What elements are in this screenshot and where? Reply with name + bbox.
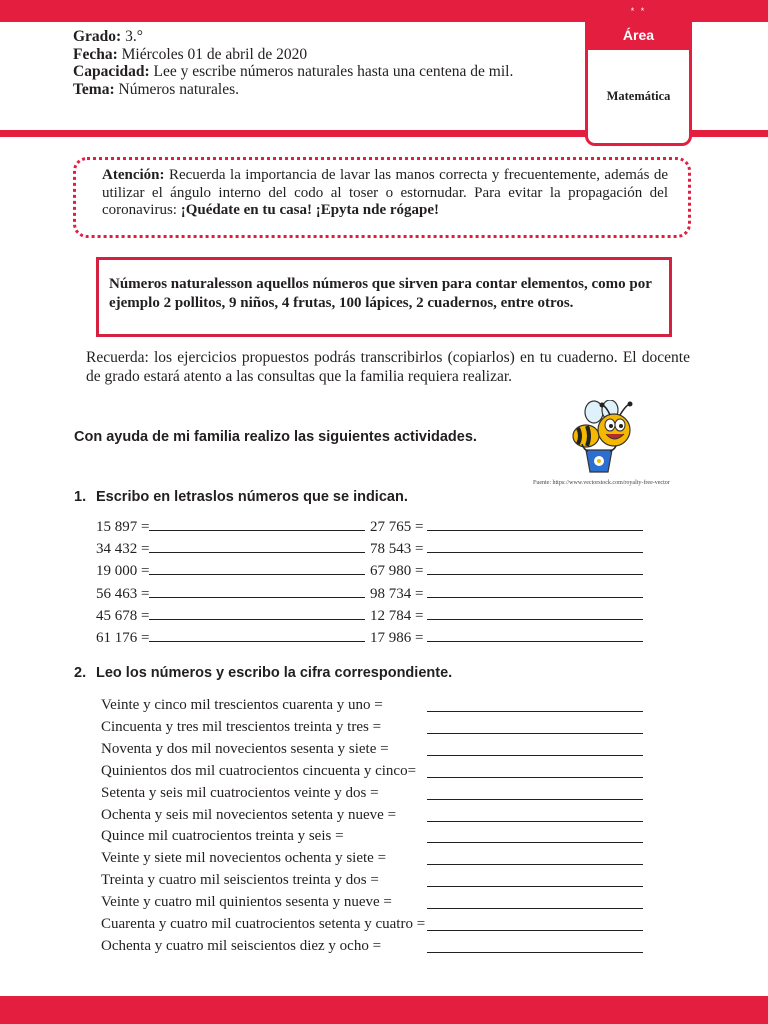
attention-box [73, 157, 691, 238]
area-title: Área [622, 27, 655, 43]
date-line: Fecha: Miércoles 01 de abril de 2020 [73, 45, 308, 63]
exercise2-row: Ochenta y seis mil novecientos setenta y nueve = [101, 807, 661, 827]
exercise2-row: Ochenta y cuatro mil seiscientos diez y ocho = [101, 938, 661, 958]
exercise1-row [96, 606, 656, 626]
grade-line: Grado: 3.° [73, 28, 143, 45]
exercise1-row [96, 539, 656, 559]
answer-blank[interactable] [427, 777, 643, 778]
bottom-accent-bar [0, 996, 768, 1024]
answer-blank[interactable] [149, 539, 365, 553]
capacity-line: Capacidad: Lee y escribe números naturales hasta una centena de mil. [73, 63, 514, 80]
exercise1-left-item: 56 463 = [96, 584, 365, 603]
exercise1-left-item: 19 000 = [96, 561, 365, 580]
answer-blank[interactable] [149, 606, 365, 620]
exercise2-row: Setenta y seis mil cuatrocientos veinte y dos = [101, 785, 661, 805]
exercise1-row [96, 561, 656, 581]
area-tab [585, 0, 692, 146]
answer-blank[interactable] [427, 606, 643, 620]
answer-blank[interactable] [427, 799, 643, 800]
header-info [73, 28, 513, 98]
answer-blank[interactable] [149, 517, 365, 531]
bee-illustration [568, 400, 644, 476]
exercise2-title: 2. Leo los números y escribo la cifra correspondiente. [74, 665, 453, 681]
definition-box [96, 257, 672, 337]
answer-blank[interactable] [427, 628, 643, 642]
topic-line: Tema: Números naturales. [73, 80, 240, 98]
area-subject: Matemática [606, 89, 671, 103]
exercise1-left-item: 34 432 = [96, 539, 365, 558]
answer-blank[interactable] [427, 886, 643, 887]
answer-blank[interactable] [427, 711, 643, 712]
exercise2-row: Cuarenta y cuatro mil cuatrocientos setenta y cuatro = [101, 916, 661, 936]
answer-blank[interactable] [427, 561, 643, 575]
exercise1-left-item: 61 176 = [96, 628, 365, 647]
answer-blank[interactable] [427, 517, 643, 531]
exercise2-row: Quince mil cuatrocientos treinta y seis = [101, 828, 661, 848]
exercise2-row: Quinientos dos mil cuatrocientos cincuenta y cinco= [101, 763, 661, 783]
exercise1-left-item: 15 897 = [96, 517, 365, 536]
exercise1-right-item: 98 734 = [370, 584, 643, 603]
exercise2-row: Veinte y siete mil novecientos ochenta y siete = [101, 850, 661, 870]
answer-blank[interactable] [427, 755, 643, 756]
exercise2-row: Cincuenta y tres mil trescientos treinta y tres = [101, 719, 661, 739]
exercise1-right-item: 67 980 = [370, 561, 643, 580]
answer-blank[interactable] [149, 584, 365, 598]
image-source: Fuente: https://www.vectorstock.com/royalty-free-vector [533, 480, 670, 486]
exercise1-row [96, 628, 656, 648]
exercise1-title: 1. Escribo en letraslos números que se indican. [74, 489, 408, 505]
answer-blank[interactable] [427, 952, 643, 953]
attention-text: Recuerda la importancia de lavar las manos correcta y frecuentemente, además de utilizar el ángulo interno del codo al toser o estornudar. Para evitar la propagación del coronavirus: [102, 167, 669, 218]
exercise1-right-item: 27 765 = [370, 517, 643, 536]
exercise2-row: Veinte y cuatro mil quinientos sesenta y nueve = [101, 894, 661, 914]
area-stars: * * [630, 6, 647, 16]
exercise1-row [96, 584, 656, 604]
answer-blank[interactable] [427, 908, 643, 909]
area-tab-header [588, 0, 689, 50]
answer-blank[interactable] [427, 842, 643, 843]
definition-text: Números naturalesson aquellos números que sirven para contar elementos, como por ejemplo 2 pollitos, 9 niños, 4 frutas, 100 lápices, 2 cuadernos, entre otros. [109, 276, 652, 311]
exercise1-right-item: 17 986 = [370, 628, 643, 647]
answer-blank[interactable] [427, 864, 643, 865]
remember-note: Recuerda: los ejercicios propuestos podrás transcribirlos (copiarlos) en tu cuaderno. El docente de grado estará atento a las consultas que la familia requiera realizar. [86, 349, 690, 385]
activities-title: Con ayuda de mi familia realizo las siguientes actividades. [74, 429, 477, 445]
exercise1-row [96, 517, 656, 537]
answer-blank[interactable] [427, 930, 643, 931]
exercise1-right-item: 78 543 = [370, 539, 643, 558]
exercise2-row: Treinta y cuatro mil seiscientos treinta y dos = [101, 872, 661, 892]
exercise2-row: Veinte y cinco mil trescientos cuarenta y uno = [101, 697, 661, 717]
answer-blank[interactable] [427, 539, 643, 553]
exercise1-left-item: 45 678 = [96, 606, 365, 625]
attention-emphasis: ¡Quédate en tu casa! ¡Epyta nde rógape! [180, 202, 440, 218]
answer-blank[interactable] [427, 821, 643, 822]
answer-blank[interactable] [149, 628, 365, 642]
answer-blank[interactable] [149, 561, 365, 575]
exercise1-right-item: 12 784 = [370, 606, 643, 625]
exercise2-row: Noventa y dos mil novecientos sesenta y siete = [101, 741, 661, 761]
attention-label: Atención: [102, 167, 165, 183]
answer-blank[interactable] [427, 733, 643, 734]
answer-blank[interactable] [427, 584, 643, 598]
